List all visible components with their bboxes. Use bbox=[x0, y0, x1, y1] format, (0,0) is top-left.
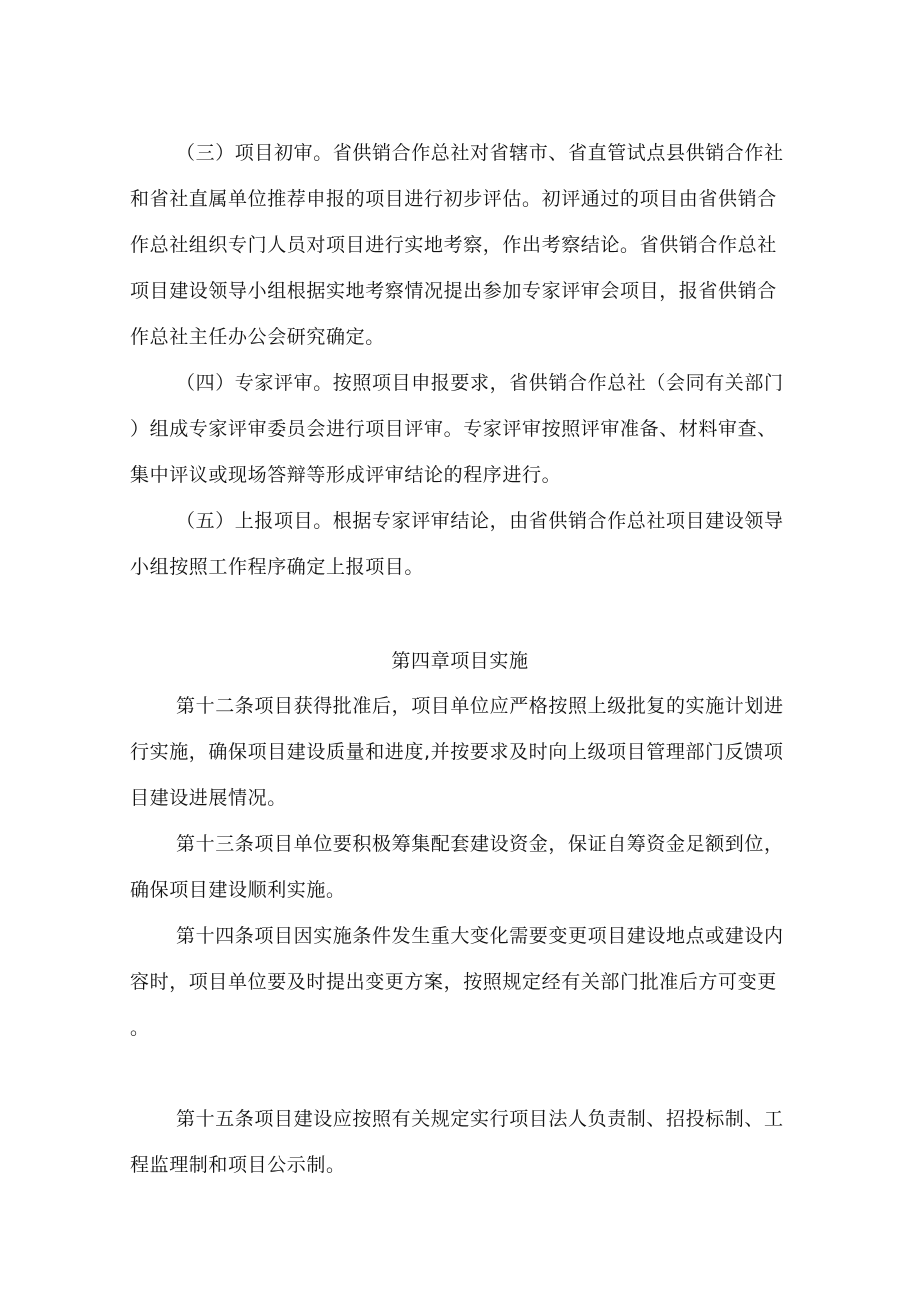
paragraph-line: 作总社组织专门人员对项目进行实地考察，作出考察结论。省供销合作总社 bbox=[130, 234, 777, 256]
paragraph-line: 和省社直属单位推荐申报的项目进行初步评估。初评通过的项目由省供销合 bbox=[130, 188, 777, 210]
article-line: 确保项目建设顺利实施。 bbox=[130, 879, 346, 901]
article-line: 第十四条项目因实施条件发生重大变化需要变更项目建设地点或建设内 bbox=[176, 925, 784, 947]
paragraph-line: （五）上报项目。根据专家评审结论，由省供销合作总社项目建设领导 bbox=[176, 510, 784, 532]
paragraph-line: 作总社主任办公会研究确定。 bbox=[130, 326, 385, 348]
article-line: 。 bbox=[130, 1017, 150, 1039]
article-line: 程监理制和项目公示制。 bbox=[130, 1154, 346, 1176]
paragraph-line: （四）专家评审。按照项目申报要求，省供销合作总社（会同有关部门 bbox=[176, 372, 784, 394]
article-line: 第十三条项目单位要积极筹集配套建设资金，保证自筹资金足额到位， bbox=[176, 833, 784, 855]
article-line: 容时，项目单位要及时提出变更方案，按照规定经有关部门批准后方可变更 bbox=[130, 971, 777, 993]
paragraph-line: （三）项目初审。省供销合作总社对省辖市、省直管试点县供销合作社 bbox=[176, 142, 784, 164]
paragraph-line: ）组成专家评审委员会进行项目评审。专家评审按照评审准备、材料审查、 bbox=[130, 418, 777, 440]
paragraph-line: 小组按照工作程序确定上报项目。 bbox=[130, 556, 425, 578]
paragraph-line: 集中评议或现场答辩等形成评审结论的程序进行。 bbox=[130, 464, 562, 486]
article-line: 目建设进展情况。 bbox=[130, 787, 287, 809]
paragraph-line: 项目建设领导小组根据实地考察情况提出参加专家评审会项目，报省供销合 bbox=[130, 280, 777, 302]
article-line: 行实施，确保项目建设质量和进度,并按要求及时向上级项目管理部门反馈项 bbox=[130, 741, 784, 763]
chapter-heading: 第四章项目实施 bbox=[391, 650, 529, 672]
article-line: 第十五条项目建设应按照有关规定实行项目法人负责制、招投标制、工 bbox=[176, 1108, 784, 1130]
article-line: 第十二条项目获得批准后，项目单位应严格按照上级批复的实施计划进 bbox=[176, 695, 784, 717]
